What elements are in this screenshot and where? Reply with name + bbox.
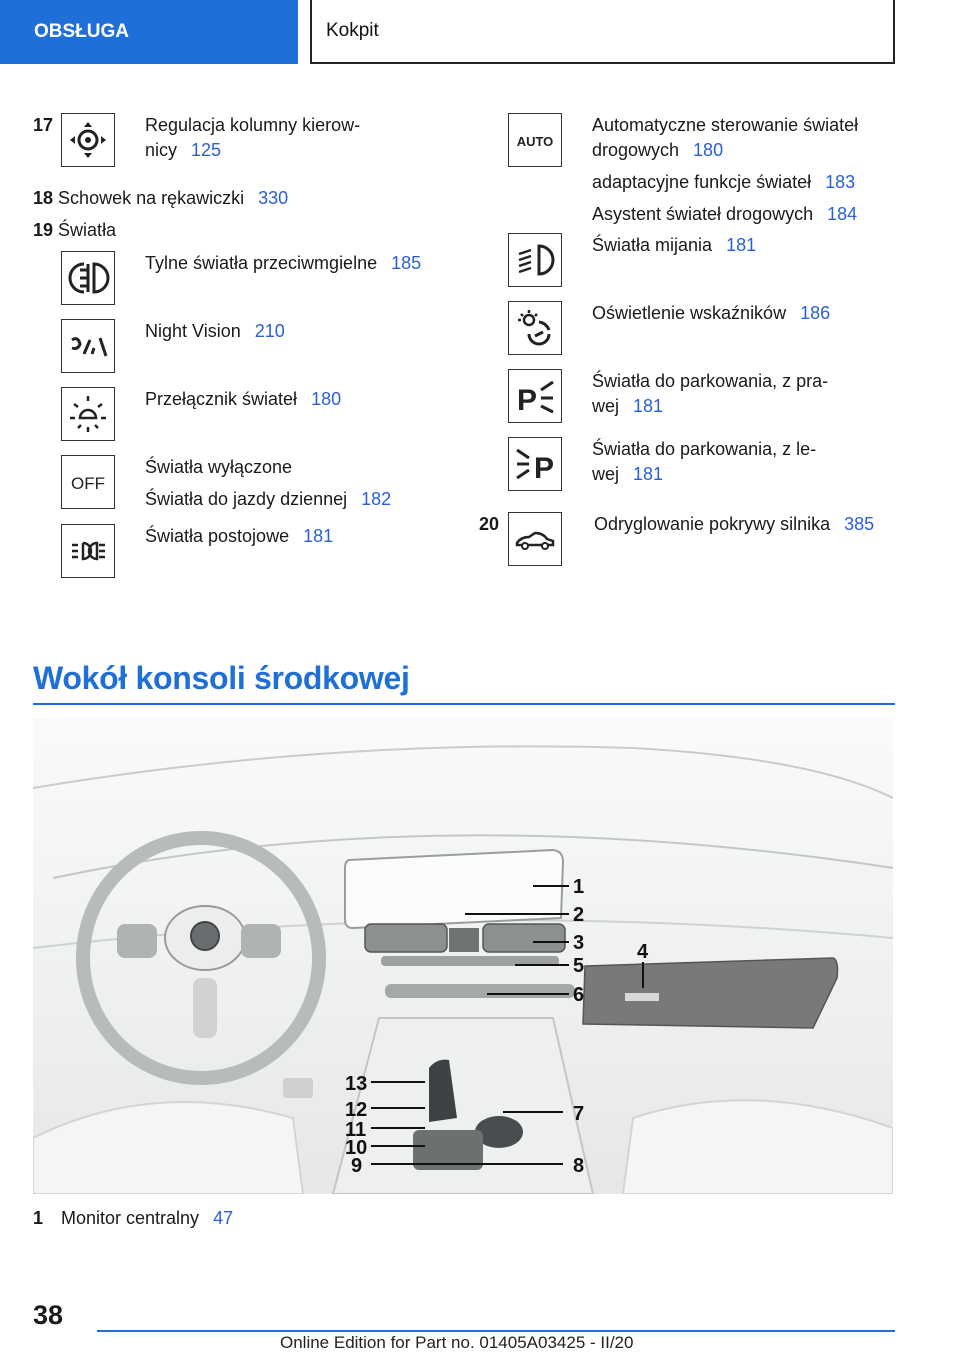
footer-rule: [97, 1330, 895, 1332]
steering-column-icon: [61, 113, 115, 167]
page-number: 38: [33, 1300, 64, 1330]
light-row: [145, 251, 421, 276]
item-number: 17: [33, 115, 54, 135]
page-ref[interactable]: 183: [825, 172, 856, 192]
light-row: [145, 387, 341, 412]
item-text: wej: [592, 396, 620, 416]
callout-9: 9: [351, 1155, 363, 1177]
callout-10: 10: [345, 1137, 368, 1159]
item-text: Światła do parkowania, z pra-: [592, 371, 829, 391]
item-text: Światła postojowe: [145, 526, 290, 546]
figure-caption: [33, 1206, 233, 1231]
callout-5: 5: [573, 955, 585, 977]
item-text: drogowych: [592, 140, 680, 160]
light-row: [592, 301, 830, 326]
page-ref[interactable]: 385: [844, 514, 875, 534]
central-monitor: [345, 850, 563, 928]
item-19: [33, 218, 116, 243]
item-text: Światła mijania: [592, 235, 713, 255]
svg-text:P: P: [516, 384, 538, 417]
callout-4: 4: [637, 941, 649, 963]
section-label: Kokpit: [326, 20, 379, 41]
button-strip-lower: [385, 984, 575, 998]
cockpit-illustration: [33, 718, 893, 1194]
light-row: [592, 437, 816, 487]
item-text: nicy: [145, 140, 178, 160]
page-ref[interactable]: 181: [633, 464, 664, 484]
item-text: Przełącznik świateł: [145, 389, 298, 409]
svg-text:P: P: [533, 452, 555, 485]
page-ref[interactable]: 182: [361, 489, 392, 509]
caption-number: 1: [33, 1208, 44, 1228]
light-row: [592, 233, 756, 258]
footer-text: Online Edition for Part no. 01405A03425 - II/20: [280, 1333, 634, 1352]
callout-13: 13: [345, 1073, 368, 1095]
item-text: Schowek na rękawiczki: [58, 188, 245, 208]
page-ref[interactable]: 181: [726, 235, 757, 255]
callout-6: 6: [573, 984, 585, 1006]
item-text: adaptacyjne funkcje świateł: [592, 172, 812, 192]
item-text: Regulacja kolumny kierow-: [145, 115, 361, 135]
page-ref[interactable]: 180: [311, 389, 342, 409]
item-text: Asystent świateł drogowych: [592, 204, 814, 224]
chapter-label: OBSŁUGA: [34, 21, 129, 42]
light-row: [145, 524, 333, 549]
light-row: [592, 369, 828, 419]
auto-row: [592, 113, 858, 227]
parking-left-icon: [508, 437, 562, 491]
item-text: Światła: [58, 220, 117, 240]
item-18: [33, 186, 288, 211]
hood-release-icon: [508, 512, 562, 566]
item-text: Światła do parkowania, z le-: [592, 439, 817, 459]
page-ref[interactable]: 186: [800, 303, 831, 323]
heading-rule: [33, 703, 895, 705]
item-text: Automatyczne sterowanie świateł: [592, 115, 859, 135]
item-number: 20: [479, 514, 500, 534]
glovebox: [583, 958, 838, 1028]
right-vent: [483, 924, 565, 952]
page-ref[interactable]: 180: [693, 140, 724, 160]
item-text: Odryglowanie pokrywy silnika: [594, 514, 831, 534]
callout-8: 8: [573, 1155, 585, 1177]
section-tab: [310, 0, 895, 64]
item-number: 18: [33, 188, 54, 208]
callout-11: 11: [345, 1119, 367, 1141]
section-heading: Wokół konsoli środkowej: [33, 660, 410, 696]
off-icon: [61, 455, 115, 509]
page-ref[interactable]: 185: [391, 253, 422, 273]
item-text: Night Vision: [145, 321, 241, 341]
night-vision-icon: [61, 319, 115, 373]
page-ref[interactable]: 125: [191, 140, 222, 160]
auto-headlight-icon: [508, 113, 562, 167]
page-ref[interactable]: 181: [303, 526, 334, 546]
chapter-tab[interactable]: [0, 0, 298, 64]
glovebox-handle: [625, 993, 659, 1001]
callout-3: 3: [573, 932, 585, 954]
item-text: Oświetlenie wskaźników: [592, 303, 787, 323]
rear-fog-light-icon: [61, 251, 115, 305]
callout-7: 7: [573, 1103, 585, 1125]
caption-text: Monitor centralny: [61, 1208, 200, 1228]
callout-12: 12: [345, 1099, 368, 1121]
auto-label: AUTO: [516, 134, 554, 149]
low-beam-icon: [508, 233, 562, 287]
item-text: Światła wyłączone: [145, 457, 293, 477]
item-text: Światła do jazdy dziennej: [145, 489, 348, 509]
item-number: 19: [33, 220, 54, 240]
light-switch-icon: [61, 387, 115, 441]
parking-lights-icon: [61, 524, 115, 578]
logo-badge: [191, 922, 219, 950]
light-row: [145, 319, 285, 344]
parking-right-icon: [508, 369, 562, 423]
page-ref[interactable]: 181: [633, 396, 664, 416]
item-20-text: [594, 512, 874, 537]
hazard-button: [449, 928, 479, 952]
item-text: Tylne światła przeciwmgielne: [145, 253, 378, 273]
page-ref[interactable]: 47: [213, 1208, 234, 1228]
item-text: wej: [592, 464, 620, 484]
off-label: OFF: [71, 474, 105, 493]
left-vent: [365, 924, 447, 952]
light-row: [145, 455, 391, 512]
page-ref[interactable]: 184: [827, 204, 858, 224]
page-ref[interactable]: 210: [254, 321, 285, 341]
callout-1: 1: [573, 876, 585, 898]
item-17-text: [145, 113, 360, 163]
page-ref[interactable]: 330: [258, 188, 289, 208]
callout-2: 2: [573, 904, 585, 926]
instrument-lighting-icon: [508, 301, 562, 355]
